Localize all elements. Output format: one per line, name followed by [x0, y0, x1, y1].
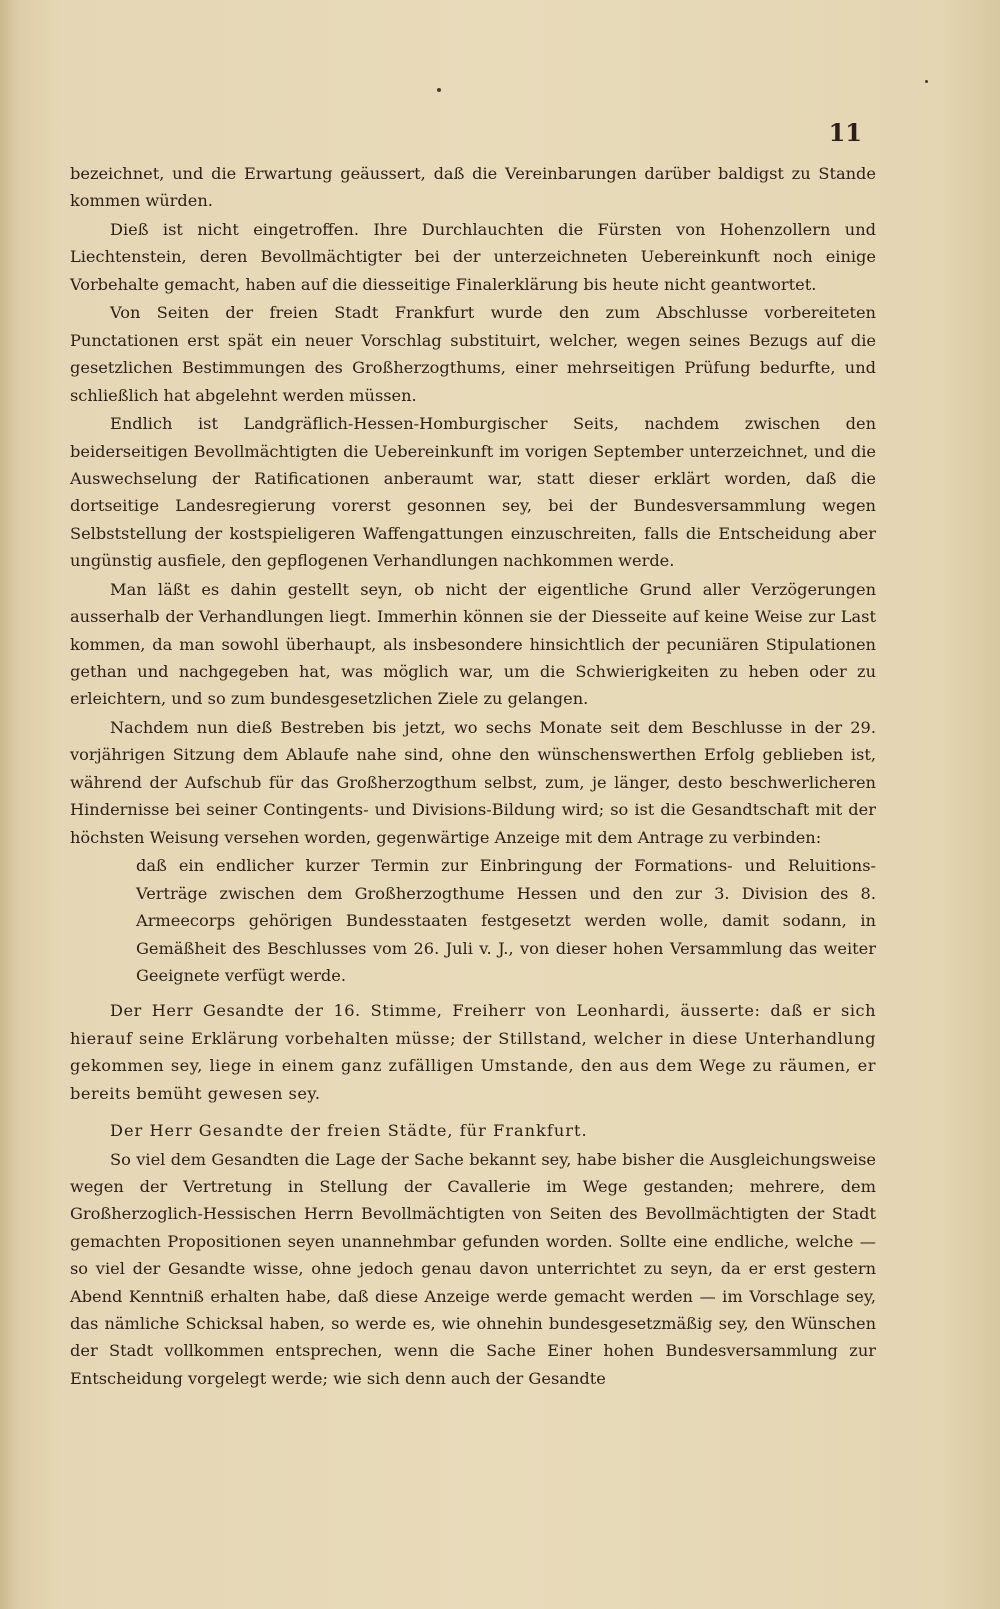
- ink-speck: [437, 88, 441, 92]
- paragraph: Endlich ist Landgräflich-Hessen-Homburgischer Seits, nachdem zwischen den beiderseitigen Bevollmächtigten die Uebereinkunft im vorigen September unterzeichnet, und die Auswechselung der Ratificationen anberaumt war, statt dieser erklärt worden, daß die dortseitige Landesregierung vorerst gesonnen sey, bei der Bundesversammlung wegen Selbststellung der kostspieligeren Waffengattungen einzuschreiten, falls die Entscheidung aber ungünstig ausfiele, den gepflogenen Verhandlungen nachkommen werde.: [70, 414, 876, 571]
- paragraph: So viel dem Gesandten die Lage der Sache bekannt sey, habe bisher die Ausgleichungsweise wegen der Vertretung in Stellung der Cavallerie im Wege gestanden; mehrere, dem Großherzoglich-Hessischen Herrn Bevollmächtigten von Seiten des Bevollmächtigten der Stadt gemachten Propositionen seyen unannehmbar gefunden worden. Sollte eine endliche, welche — so viel der Gesandte wisse, ohne jedoch genau davon unterrichtet zu seyn, da er erst gestern Abend Kenntniß erhalten habe, daß diese Anzeige werde gemacht werden — im Vorschlage sey, das nämliche Schicksal haben, so werde es, wie ohnehin bundesgesetzmäßig sey, den Wünschen der Stadt vollkommen entsprechen, wenn die Sache Einer hohen Bundesversammlung zur Entscheidung vorgelegt werde; wie sich denn auch der Gesandte: [70, 1149, 876, 1388]
- body-text: [70, 160, 876, 1393]
- page-number: 11: [828, 118, 862, 147]
- paragraph: Der Herr Gesandte der 16. Stimme, Freiherr von Leonhardi, äusserte: daß er sich hierauf seine Erklärung vorbehalten müsse; der Stillstand, welcher in diese Unterhandlung gekommen sey, liege in einem ganz zufälligen Umstande, den aus dem Wege zu räumen, er bereits bemüht gewesen sey.: [70, 1001, 876, 1103]
- paragraph: Von Seiten der freien Stadt Frankfurt wurde den zum Abschlusse vorbereiteten Punctationen erst spät ein neuer Vorschlag substituirt, welcher, wegen seines Bezugs auf die gesetzlichen Bestimmungen des Großherzogthums, einer mehrseitigen Prüfung bedurfte, und schließlich hat abgelehnt werden müssen.: [70, 303, 876, 405]
- paragraph: bezeichnet, und die Erwartung geäussert, daß die Vereinbarungen darüber baldigst zu Stande kommen würden.: [70, 164, 876, 211]
- motion-text: daß ein endlicher kurzer Termin zur Einbringung der Formations- und Reluitions-Verträge zwischen dem Großherzogthume Hessen und den zur 3. Division des 8. Armeecorps gehörigen Bundesstaaten festgesetzt werden wolle, damit sodann, in Gemäßheit des Beschlusses vom 26. Juli v. J., von dieser hohen Versammlung das weiter Geeignete verfügt werde.: [136, 856, 876, 985]
- speaker-heading: Der Herr Gesandte der freien Städte, für Frankfurt.: [110, 1120, 588, 1140]
- paragraph: Dieß ist nicht eingetroffen. Ihre Durchlauchten die Fürsten von Hohenzollern und Liechtenstein, deren Bevollmächtigter bei der unterzeichneten Uebereinkunft noch einige Vorbehalte gemacht, haben auf die diesseitige Finalerklärung bis heute nicht geantwortet.: [70, 220, 876, 294]
- ink-speck: [925, 80, 928, 83]
- paragraph: Man läßt es dahin gestellt seyn, ob nicht der eigentliche Grund aller Verzögerungen ausserhalb der Verhandlungen liegt. Immerhin können sie der Diesseite auf keine Weise zur Last kommen, da man sowohl überhaupt, als insbesondere hinsichtlich der pecuniären Stipulationen gethan und nachgegeben hat, was möglich war, um die Schwierigkeiten zu heben oder zu erleichtern, und so zum bundesgesetzlichen Ziele zu gelangen.: [70, 579, 876, 709]
- paragraph: Nachdem nun dieß Bestreben bis jetzt, wo sechs Monate seit dem Beschlusse in der 29. vorjährigen Sitzung dem Ablaufe nahe sind, ohne den wünschenswerthen Erfolg geblieben ist, während der Aufschub für das Großherzogthum selbst, zum, je länger, desto beschwerlicheren Hindernisse bei seiner Contingents- und Divisions-Bildung wird; so ist die Gesandtschaft mit der höchsten Weisung versehen worden, gegenwärtige Anzeige mit dem Antrage zu verbinden:: [70, 718, 876, 847]
